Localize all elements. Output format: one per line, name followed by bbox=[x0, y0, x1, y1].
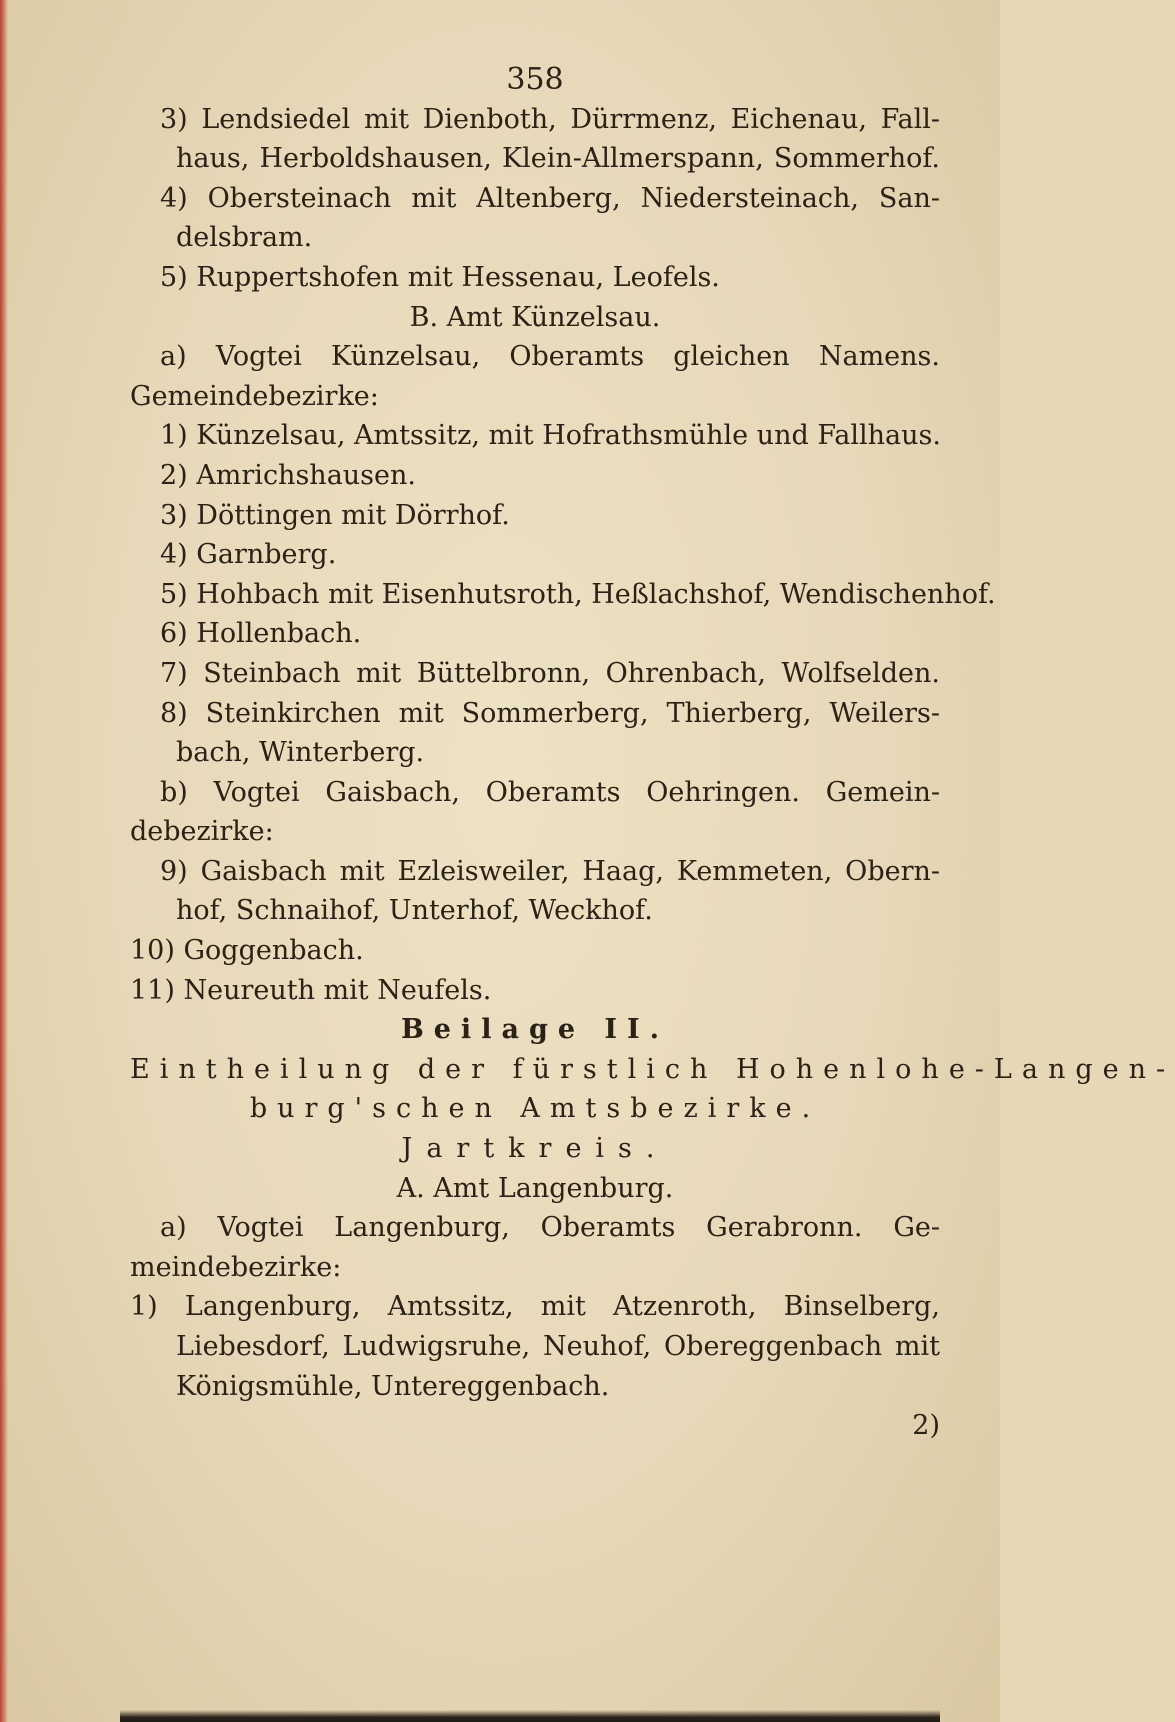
text-line: 4) Obersteinach mit Altenberg, Niedersteinach, San- bbox=[160, 182, 940, 214]
text-line: 5) Hohbach mit Eisenhutsroth, Heßlachshof, Wendischenhof. bbox=[160, 578, 996, 610]
text-line: 1) Langenburg, Amtssitz, mit Atzenroth, Binselberg, bbox=[130, 1291, 940, 1323]
catchword: 2) bbox=[912, 1410, 940, 1442]
text-line: a) Vogtei Künzelsau, Oberamts gleichen Namens. bbox=[160, 341, 940, 373]
text-line: meindebezirke: bbox=[130, 1251, 342, 1283]
text-line: haus, Herboldshausen, Klein-Allmerspann, Sommerhof. bbox=[176, 143, 940, 175]
section-heading: A. Amt Langenburg. bbox=[396, 1172, 674, 1204]
text-line: 5) Ruppertshofen mit Hessenau, Leofels. bbox=[160, 261, 720, 293]
text-line: b) Vogtei Gaisbach, Oberamts Oehringen. Gemein- bbox=[160, 776, 940, 808]
text-line: 2) Amrichshausen. bbox=[160, 459, 416, 491]
text-line: 3) Lendsiedel mit Dienboth, Dürrmenz, Eichenau, Fall- bbox=[160, 103, 940, 135]
appendix-heading: Beilage II. bbox=[400, 1014, 670, 1046]
text-line: 8) Steinkirchen mit Sommerberg, Thierberg, Weilers- bbox=[160, 697, 940, 729]
page-number: 358 bbox=[506, 62, 564, 97]
appendix-title: burg'schen Amtsbezirke. bbox=[249, 1093, 821, 1125]
text-line: Königsmühle, Untereggenbach. bbox=[176, 1370, 610, 1402]
text-line: a) Vogtei Langenburg, Oberamts Gerabronn. Ge- bbox=[160, 1212, 940, 1244]
text-line: 10) Goggenbach. bbox=[130, 935, 364, 967]
page-edge-bottom bbox=[120, 1710, 940, 1722]
text-line: debezirke: bbox=[130, 816, 274, 848]
text-line: 7) Steinbach mit Büttelbronn, Ohrenbach, Wolfselden. bbox=[160, 657, 940, 689]
page-text bbox=[130, 60, 1175, 1446]
text-line: 3) Döttingen mit Dörrhof. bbox=[160, 499, 510, 531]
text-line: 11) Neureuth mit Neufels. bbox=[130, 974, 492, 1006]
text-line: hof, Schnaihof, Unterhof, Weckhof. bbox=[176, 895, 653, 927]
text-line: 6) Hollenbach. bbox=[160, 618, 362, 650]
text-line: 1) Künzelsau, Amtssitz, mit Hofrathsmühle und Fallhaus. bbox=[160, 420, 941, 452]
section-heading: B. Amt Künzelsau. bbox=[409, 301, 661, 333]
text-line: bach, Winterberg. bbox=[176, 737, 425, 769]
text-line: delsbram. bbox=[176, 222, 313, 254]
district-heading: Jartkreis. bbox=[401, 1133, 669, 1165]
appendix-title: Eintheilung der fürstlich Hohenlohe-Langen- bbox=[130, 1053, 1175, 1085]
page-edge-left bbox=[0, 0, 8, 1722]
text-line: Liebesdorf, Ludwigsruhe, Neuhof, Obereggenbach mit bbox=[176, 1331, 940, 1362]
text-line: 4) Garnberg. bbox=[160, 539, 337, 571]
text-line: 9) Gaisbach mit Ezleisweiler, Haag, Kemmeten, Obern- bbox=[160, 855, 940, 887]
text-line: Gemeindebezirke: bbox=[130, 380, 379, 412]
